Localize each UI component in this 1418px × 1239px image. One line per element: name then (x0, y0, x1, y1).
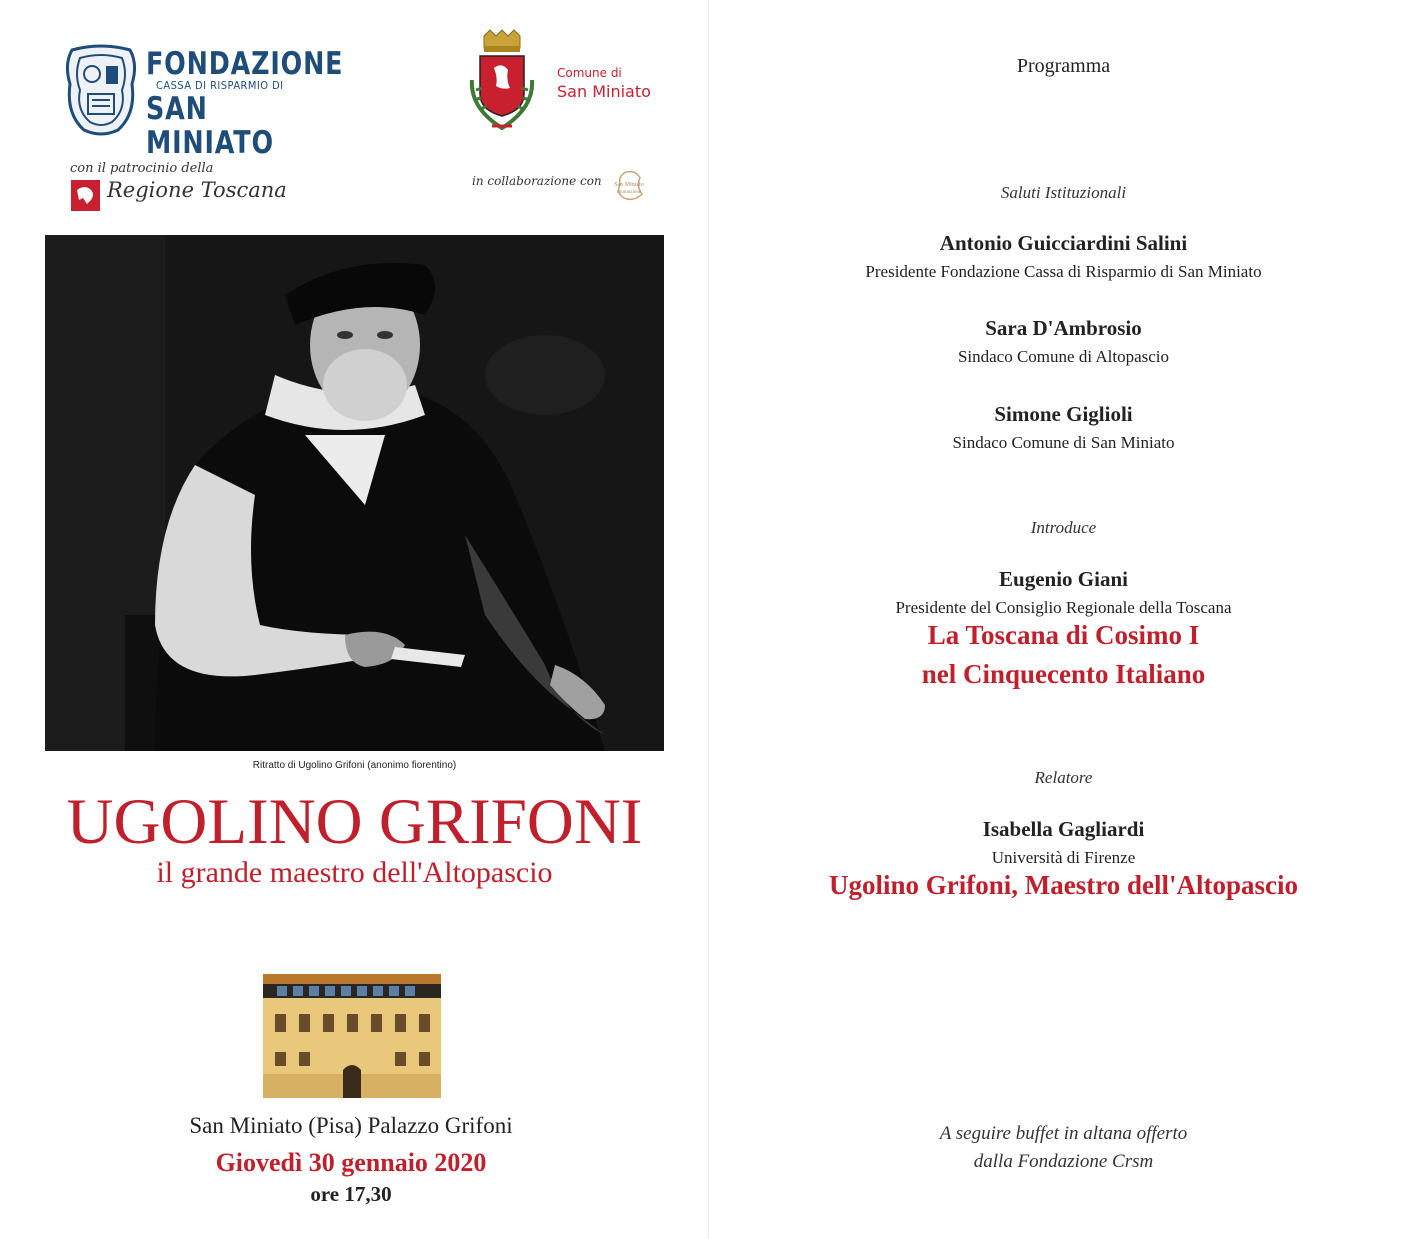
fondazione-name-line3: SAN MINIATO (146, 91, 274, 161)
fondazione-logo (62, 42, 344, 161)
buffet-note-line1: A seguire buffet in altana offerto (939, 1123, 1188, 1144)
speaker-name: Antonio Guicciardini Salini (939, 231, 1188, 255)
speaker-name: Simone Giglioli (994, 402, 1133, 426)
san-miniato-promozione-logo (606, 168, 652, 204)
speaker-name: Sara D'Ambrosio (985, 316, 1142, 340)
event-subtitle: il grande maestro dell'Altopascio (156, 856, 553, 889)
intro-label: Introduce (1030, 518, 1097, 537)
comune-label-small: Comune di (557, 66, 622, 80)
speaker-role: Presidente Fondazione Cassa di Risparmio di San Miniato (865, 262, 1262, 281)
comune-crest-icon (462, 28, 542, 138)
fondazione-crest-icon (62, 44, 140, 136)
intro-talk-title-line2: nel Cinquecento Italiano (921, 659, 1206, 689)
comune-logo (462, 28, 662, 138)
intro-talk-title-line1: La Toscana di Cosimo I (927, 620, 1200, 650)
portrait-ugolino-grifoni (45, 235, 664, 751)
main-speaker-role: Università di Firenze (991, 848, 1136, 867)
event-time: ore 17,30 (310, 1182, 392, 1206)
main-talk-title: Ugolino Grifoni, Maestro dell'Altopascio (829, 870, 1298, 900)
intro-speaker-name: Eugenio Giani (999, 567, 1128, 591)
regione-toscana-flag-icon (71, 180, 100, 211)
greetings-label: Saluti Istituzionali (1000, 183, 1127, 202)
invitation-program-panel (709, 0, 1418, 1239)
speaker-role: Sindaco Comune di San Miniato (952, 433, 1175, 452)
program-heading: Programma (1016, 55, 1111, 77)
event-venue: San Miniato (Pisa) Palazzo Grifoni (189, 1113, 513, 1138)
svg-text:San Miniato: San Miniato (614, 182, 644, 188)
fondazione-name-line1: FONDAZIONE (146, 46, 344, 82)
fondazione-name-line2: CASSA DI RISPARMIO DI (156, 79, 284, 92)
event-title: UGOLINO GRIFONI (66, 786, 643, 858)
event-date: Giovedì 30 gennaio 2020 (215, 1148, 487, 1177)
collaboration-label: in collaborazione con (472, 174, 602, 188)
speaker-label: Relatore (1034, 768, 1093, 787)
portrait-caption: Ritratto di Ugolino Grifoni (anonimo fiorentino) (252, 760, 457, 771)
main-speaker-name: Isabella Gagliardi (982, 817, 1145, 841)
patronage-label: con il patrocinio della (70, 161, 214, 176)
regione-toscana-name: Regione Toscana (107, 178, 287, 202)
buffet-note-line2: dalla Fondazione Crsm (973, 1151, 1154, 1172)
palazzo-grifoni-image (263, 974, 441, 1098)
svg-text:Promozione: Promozione (616, 190, 642, 195)
speaker-role: Sindaco Comune di Altopascio (957, 347, 1170, 366)
intro-speaker-role: Presidente del Consiglio Regionale della Toscana (895, 598, 1232, 617)
comune-label-name: San Miniato (557, 82, 651, 101)
